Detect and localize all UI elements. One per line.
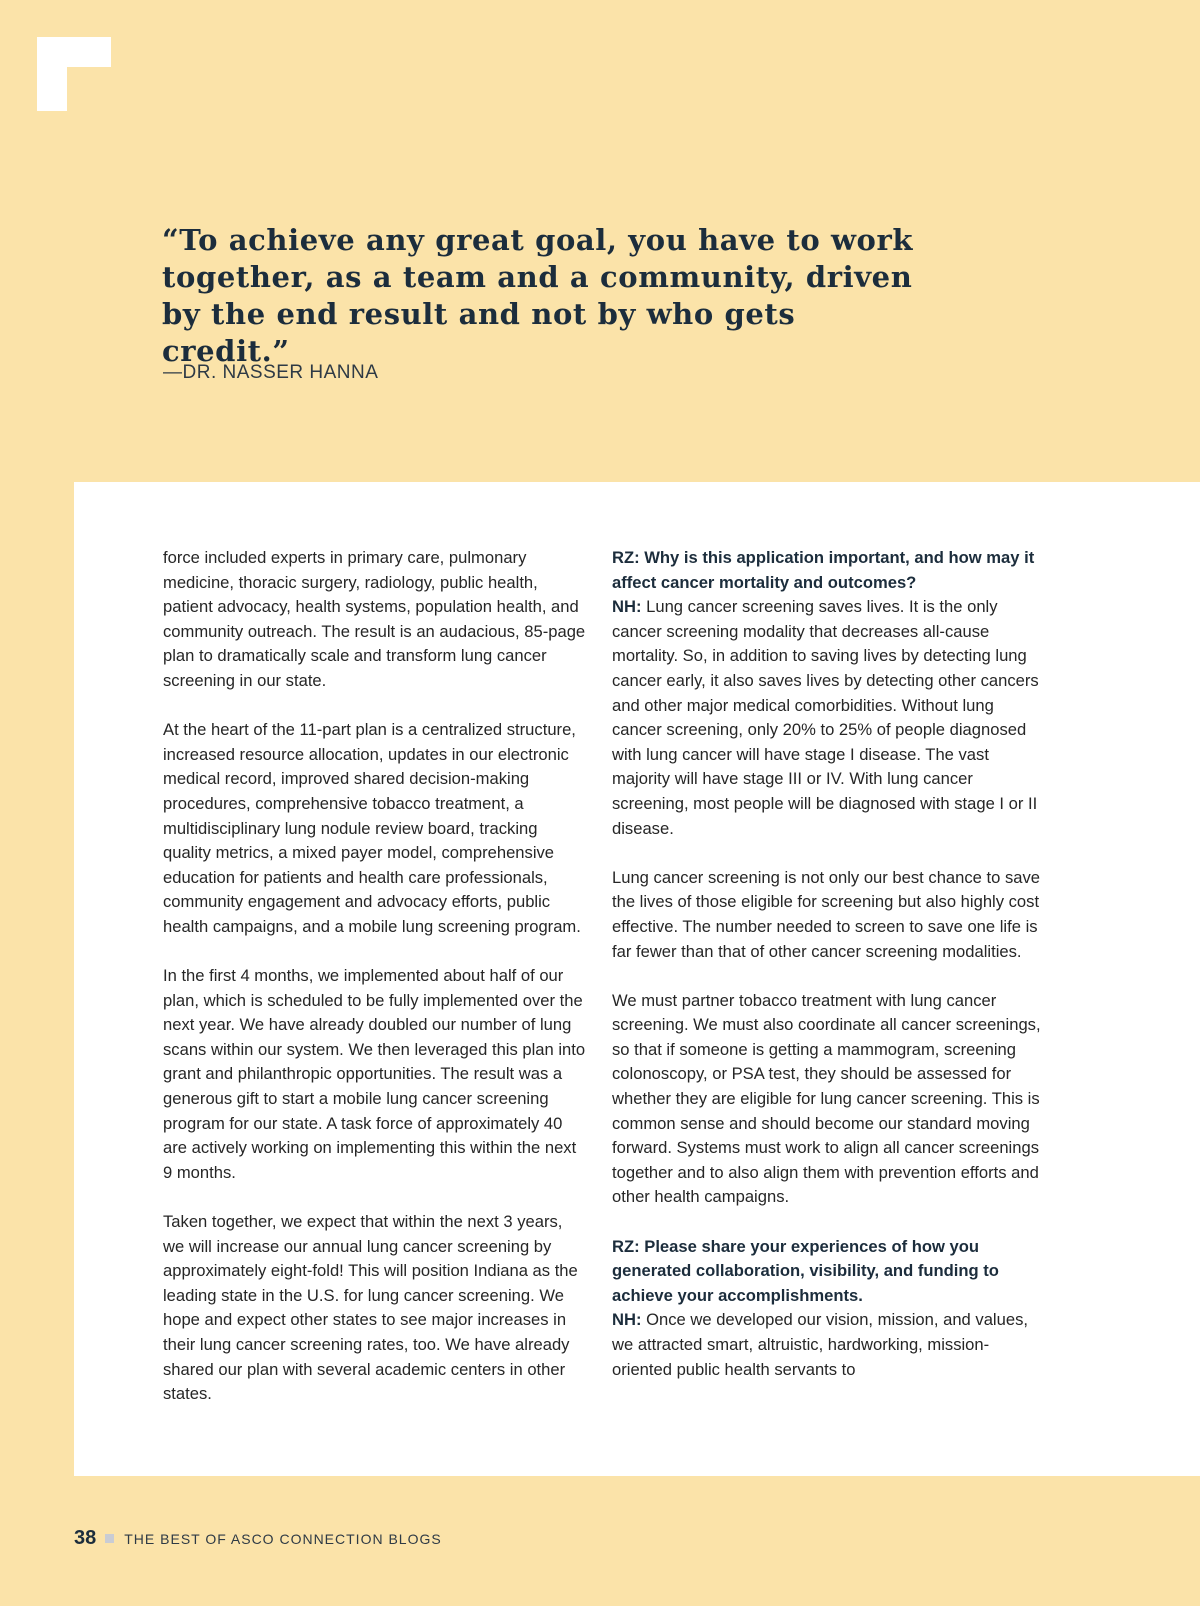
left-paragraph-4: Taken together, we expect that within the next 3 years, we will increase our annual lung cancer screening by approximately eight-fold! This will position Indiana as the leading state in the U.S. for lung cancer screening. We hope and expect other states to see major increases in their lung cancer screening rates, too. We have already shared our plan with several academic centers in other states. [163, 1212, 578, 1404]
interview-answer-1: Lung cancer screening saves lives. It is the only cancer screening modality that decreases all-cause mortality. So, in addition to saving lives by detecting lung cancer early, it also saves lives by detecting other cancers and other major medical comorbidities. Without lung cancer screening, only 20% to 25% of people diagnosed with lung cancer will have stage I disease. The vast majority will have stage III or IV. With lung cancer screening, most people will be diagnosed with stage I or II disease. [612, 597, 1039, 838]
interview-answer-2: Once we developed our vision, mission, and values, we attracted smart, altruistic, hardworking, mission-oriented public health servants to [612, 1310, 1028, 1379]
footer-separator-square [105, 1534, 114, 1543]
answer-2-speaker: NH: [612, 1310, 642, 1330]
right-column [612, 546, 1042, 1382]
interview-block-2 [612, 1235, 1042, 1383]
corner-bracket-mark [37, 37, 111, 111]
left-column [163, 546, 588, 1407]
left-paragraph-1: force included experts in primary care, pulmonary medicine, thoracic surgery, radiology, public health, patient advocacy, health systems, population health, and community outreach. The result is an audacious, 85-page plan to dramatically scale and transform lung cancer screening in our state. [163, 548, 586, 690]
right-paragraph-3: We must partner tobacco treatment with lung cancer screening. We must also coordinate all cancer screenings, so that if someone is getting a mammogram, screening colonoscopy, or PSA test, they should be assessed for whether they are eligible for lung cancer screening. This is common sense and should become our standard moving forward. Systems must work to align all cancer screenings together and to also align them with prevention efforts and other health campaigns. [612, 990, 1041, 1207]
pull-quote: “To achieve any great goal, you have to work together, as a team and a community, driven by the end result and not by who gets credit.” [162, 223, 914, 368]
article-content-panel [74, 482, 1200, 1476]
page-footer [74, 1527, 442, 1550]
page-number: 38 [74, 1527, 97, 1549]
right-paragraph-2: Lung cancer screening is not only our best chance to save the lives of those eligible for screening but also highly cost effective. The number needed to screen to save one life is far fewer than that of other cancer screening modalities. [612, 867, 1041, 961]
publication-title: THE BEST OF ASCO CONNECTION BLOGS [124, 1530, 442, 1547]
quote-attribution: —DR. NASSER HANNA [163, 362, 379, 383]
corner-bracket-left [37, 37, 67, 111]
interview-block-1 [612, 546, 1042, 841]
answer-1-speaker: NH: [612, 597, 642, 617]
left-paragraph-3: In the first 4 months, we implemented about half of our plan, which is scheduled to be fully implemented over the next year. We have already doubled our number of lung scans within our system. We then leveraged this plan into grant and philanthropic opportunities. The result was a generous gift to start a mobile lung cancer screening program for our state. A task force of approximately 40 are actively working on implementing this within the next 9 months. [163, 966, 586, 1182]
left-paragraph-2: At the heart of the 11-part plan is a centralized structure, increased resource allocation, updates in our electronic medical record, improved shared decision-making procedures, comprehensive tobacco treatment, a multidisciplinary lung nodule review board, tracking quality metrics, a mixed payer model, comprehensive education for patients and health care professionals, community engagement and advocacy efforts, public health campaigns, and a mobile lung screening program. [163, 720, 581, 936]
interview-question-2: RZ: Please share your experiences of how you generated collaboration, visibility, and funding to achieve your accomplishments. [612, 1236, 999, 1305]
interview-question-1: RZ: Why is this application important, and how may it affect cancer mortality and outcomes? [612, 548, 1035, 592]
